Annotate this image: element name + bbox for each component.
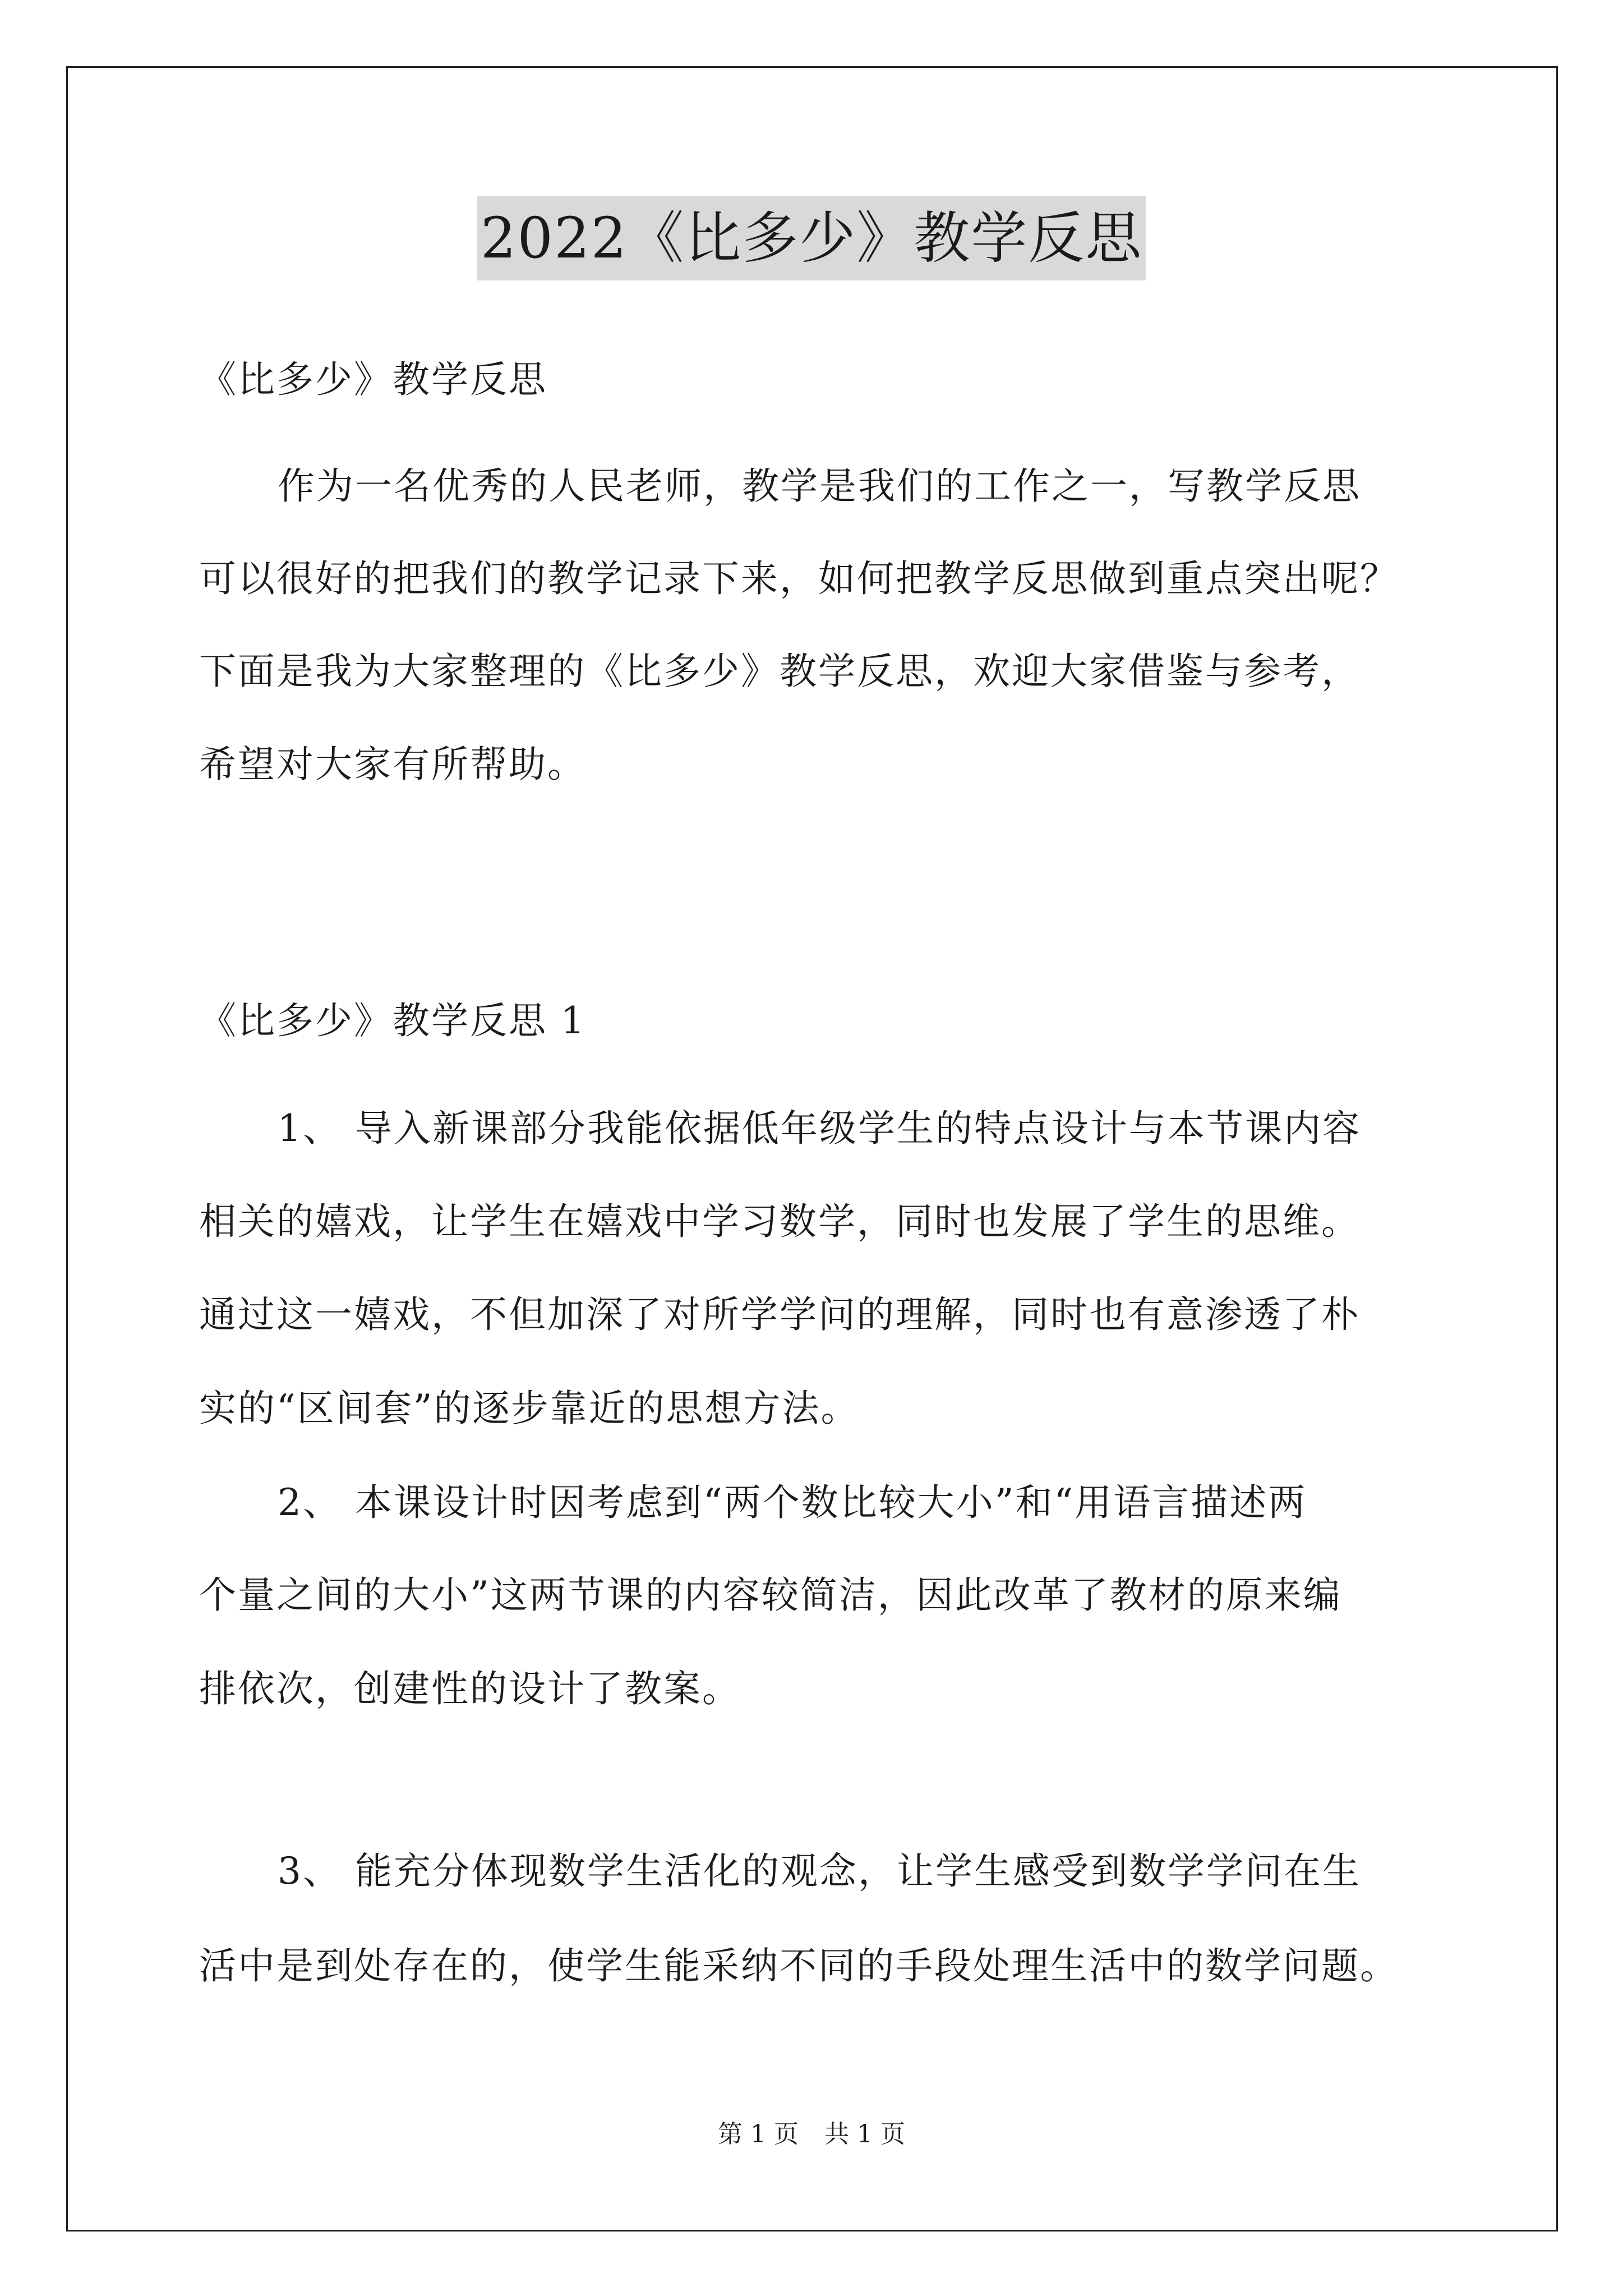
page-number-total: 共 1 页 [824,2120,905,2148]
item-2-line: 个量之间的大小”这两节课的内容较简洁，因此改革了教材的原来编 [199,1573,1342,1617]
item-1-line: 通过这一嬉戏，不但加深了对所学学问的理解，同时也有意渗透了朴 [199,1293,1360,1336]
item-1-line: 1、 导入新课部分我能依据低年级学生的特点设计与本节课内容 [278,1107,1361,1150]
intro-line: 希望对大家有所帮助。 [199,743,586,786]
intro-line: 作为一名优秀的人民老师，教学是我们的工作之一，写教学反思 [278,464,1361,508]
item-2-line: 2、 本课设计时因考虑到“两个数比较大小”和“用语言描述两 [278,1481,1307,1524]
page-number-current: 第 1 页 [718,2120,799,2148]
title-container [0,196,1623,280]
item-1-line: 实的“区间套”的逐步靠近的思想方法。 [199,1387,860,1430]
document-title: 2022《比多少》教学反思 [477,196,1146,280]
item-1-line: 相关的嬉戏，让学生在嬉戏中学习数学，同时也发展了学生的思维。 [199,1200,1360,1243]
intro-line: 可以很好的把我们的教学记录下来，如何把教学反思做到重点突出呢？ [199,557,1399,600]
intro-line: 下面是我为大家整理的《比多少》教学反思，欢迎大家借鉴与参考， [199,650,1360,693]
item-2-line: 排依次，创建性的设计了教案。 [199,1667,741,1710]
subtitle: 《比多少》教学反思 [199,358,547,401]
section-heading: 《比多少》教学反思 1 [199,999,586,1042]
item-3-line: 活中是到处存在的，使学生能采纳不同的手段处理生活中的数学问题。 [199,1944,1399,1987]
item-3-line: 3、 能充分体现数学生活化的观念，让学生感受到数学学问在生 [278,1849,1361,1893]
page-footer [0,2118,1623,2151]
